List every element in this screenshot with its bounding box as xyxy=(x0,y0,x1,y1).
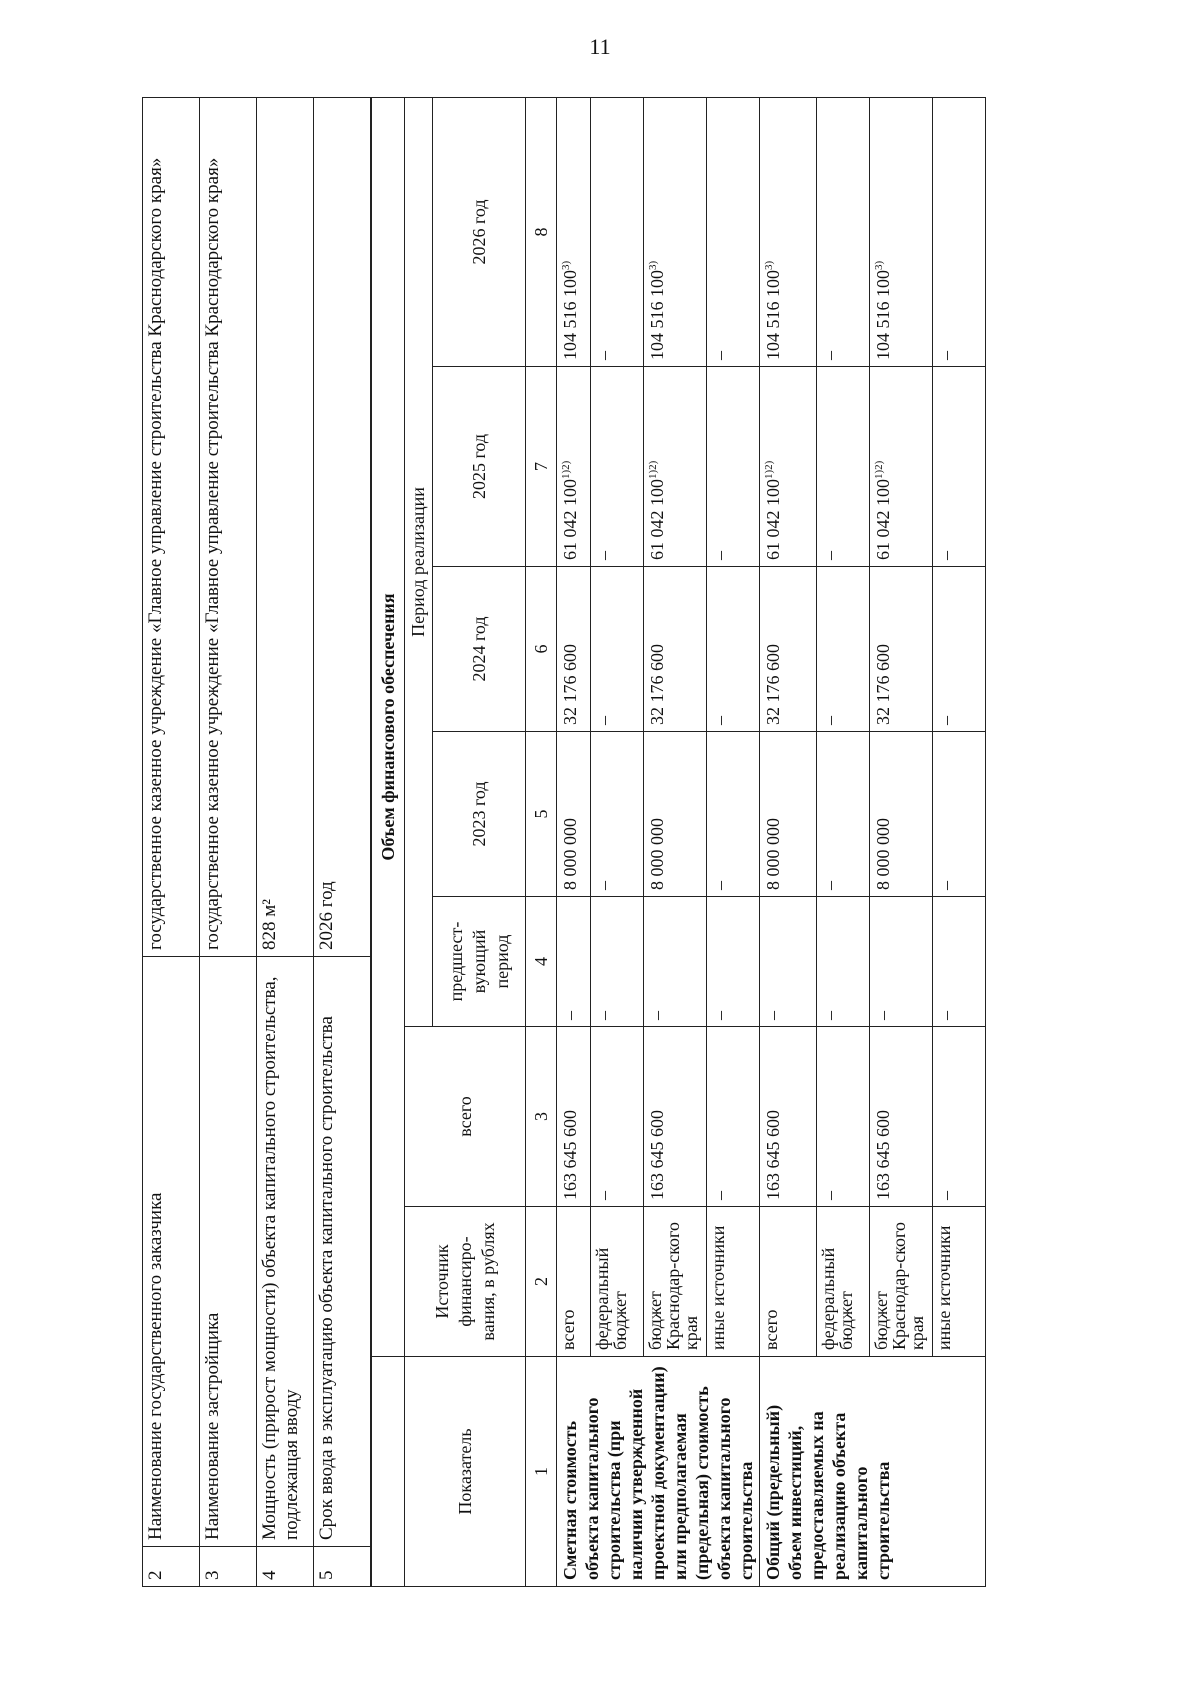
column-number: 4 xyxy=(526,897,557,1027)
source-cell: всего xyxy=(760,1207,817,1357)
total-cell: – xyxy=(707,1027,760,1207)
source-cell: бюджет Краснодар-ского края xyxy=(870,1207,933,1357)
source-cell: федеральный бюджет xyxy=(591,1207,644,1357)
finance-table xyxy=(371,97,986,1587)
y2024-cell: – xyxy=(817,567,870,732)
y2024-cell: – xyxy=(707,567,760,732)
header-total: всего xyxy=(405,1027,526,1207)
y2025-cell: 61 042 $100^{1)2)}$ xyxy=(870,367,933,567)
y2024-cell: – xyxy=(591,567,644,732)
indicator-cell: Сметная стоимость объекта капитального строительства (при наличии утвержденной проектной документации) или предполагаемая (предельная) стоимость объекта капитального строительства xyxy=(557,1357,760,1587)
info-row xyxy=(314,98,371,1587)
header-source: Источник финансиро-вания, в рублях xyxy=(405,1207,526,1357)
header-2024: 2024 год xyxy=(433,567,526,732)
y2023-cell: 8 000 000 xyxy=(870,732,933,897)
prior-cell: – xyxy=(707,897,760,1027)
row-number: 5 xyxy=(314,1547,371,1587)
total-cell: – xyxy=(817,1027,870,1207)
source-cell: бюджет Краснодар-ского края xyxy=(644,1207,707,1357)
source-cell: федеральный бюджет xyxy=(817,1207,870,1357)
column-numbers-row xyxy=(526,98,557,1587)
row-label: Мощность (прирост мощности) объекта капитального строительства, подлежащая вводу xyxy=(257,957,314,1547)
total-cell: 163 645 600 xyxy=(870,1027,933,1207)
y2026-cell: 104 516 100$^{3)}$ xyxy=(557,98,591,367)
column-number: 1 xyxy=(526,1357,557,1587)
y2025-cell: – xyxy=(707,367,760,567)
header-indicator: Показатель xyxy=(405,1357,526,1587)
prior-cell: – xyxy=(760,897,817,1027)
prior-cell: – xyxy=(933,897,986,1027)
info-row xyxy=(200,98,257,1587)
y2025-cell: – xyxy=(933,367,986,567)
y2023-cell: – xyxy=(707,732,760,897)
source-cell: иные источники xyxy=(707,1207,760,1357)
y2026-cell: – xyxy=(591,98,644,367)
row-value: 828 м² xyxy=(257,98,314,957)
indicator-cell: Общий (предельный) объем инвестиций, предоставляемых на реализацию объекта капитального строительства xyxy=(760,1357,986,1587)
y2025-cell: 61 042 $100^{1)2)}$ xyxy=(557,367,591,567)
header-2026: 2026 год xyxy=(433,98,526,367)
finance-section-title: Объем финансового обеспечения xyxy=(372,98,405,1357)
header-prior: предшест-вующий период xyxy=(433,897,526,1027)
info-row xyxy=(257,98,314,1587)
prior-cell: – xyxy=(591,897,644,1027)
total-cell: – xyxy=(591,1027,644,1207)
row-label: Наименование застройщика xyxy=(200,957,257,1547)
y2026-cell: – xyxy=(933,98,986,367)
row-value: государственное казенное учреждение «Главное управление строительства Краснодарского края» xyxy=(143,98,200,957)
row-label: Срок ввода в эксплуатацию объекта капитального строительства xyxy=(314,957,371,1547)
y2024-cell: 32 176 600 xyxy=(557,567,591,732)
prior-cell: – xyxy=(817,897,870,1027)
source-cell: всего xyxy=(557,1207,591,1357)
y2026-cell: 104 516 100$^{3)}$ xyxy=(760,98,817,367)
y2026-cell: – xyxy=(707,98,760,367)
y2024-cell: 32 176 600 xyxy=(644,567,707,732)
header-2025: 2025 год xyxy=(433,367,526,567)
table-row xyxy=(760,98,817,1587)
row-number: 4 xyxy=(257,1547,314,1587)
y2024-cell: 32 176 600 xyxy=(870,567,933,732)
row-number: 3 xyxy=(200,1547,257,1587)
y2023-cell: – xyxy=(817,732,870,897)
column-number: 5 xyxy=(526,732,557,897)
info-table xyxy=(142,97,371,1587)
y2026-cell: 104 516 100$^{3)}$ xyxy=(644,98,707,367)
y2023-cell: 8 000 000 xyxy=(760,732,817,897)
source-cell: иные источники xyxy=(933,1207,986,1357)
y2024-cell: – xyxy=(933,567,986,732)
total-cell: – xyxy=(933,1027,986,1207)
y2025-cell: 61 042 $100^{1)2)}$ xyxy=(760,367,817,567)
y2025-cell: – xyxy=(817,367,870,567)
header-2023: 2023 год xyxy=(433,732,526,897)
table-row xyxy=(557,98,591,1587)
prior-cell: – xyxy=(644,897,707,1027)
total-cell: 163 645 600 xyxy=(644,1027,707,1207)
total-cell: 163 645 600 xyxy=(760,1027,817,1207)
row-number: 2 xyxy=(143,1547,200,1587)
header-period: Период реализации xyxy=(405,98,433,1027)
rotated-sheet xyxy=(142,97,1060,1587)
page-number: 11 xyxy=(589,34,611,59)
y2023-cell: – xyxy=(933,732,986,897)
column-number: 3 xyxy=(526,1027,557,1207)
column-number: 6 xyxy=(526,567,557,732)
total-cell: 163 645 600 xyxy=(557,1027,591,1207)
y2025-cell: 61 042 $100^{1)2)}$ xyxy=(644,367,707,567)
row-value: 2026 год xyxy=(314,98,371,957)
y2023-cell: 8 000 000 xyxy=(644,732,707,897)
y2026-cell: 104 516 100$^{3)}$ xyxy=(870,98,933,367)
y2026-cell: – xyxy=(817,98,870,367)
row-value: государственное казенное учреждение «Главное управление строительства Краснодарского края» xyxy=(200,98,257,957)
column-number: 7 xyxy=(526,367,557,567)
y2023-cell: – xyxy=(591,732,644,897)
info-row xyxy=(143,98,200,1587)
column-number: 8 xyxy=(526,98,557,367)
prior-cell: – xyxy=(870,897,933,1027)
row-label: Наименование государственного заказчика xyxy=(143,957,200,1547)
column-number: 2 xyxy=(526,1207,557,1357)
prior-cell: – xyxy=(557,897,591,1027)
y2023-cell: 8 000 000 xyxy=(557,732,591,897)
y2025-cell: – xyxy=(591,367,644,567)
y2024-cell: 32 176 600 xyxy=(760,567,817,732)
